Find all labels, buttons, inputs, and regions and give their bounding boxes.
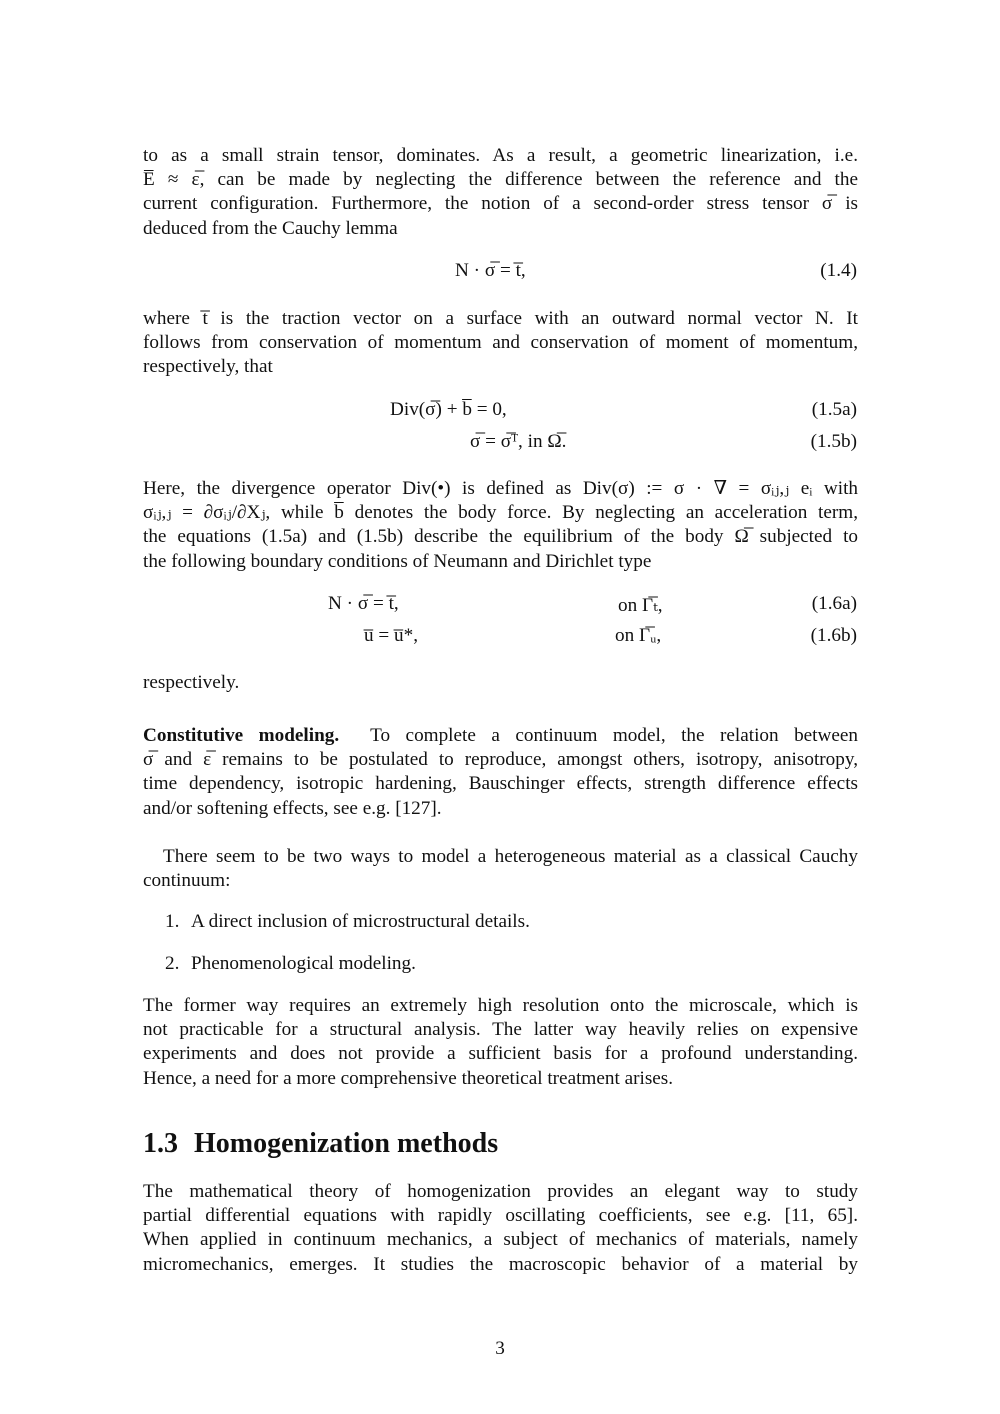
list-label: 1. xyxy=(165,911,180,932)
text-line: The mathematical theory of homogenization provides an elegant way to study xyxy=(143,1181,858,1202)
list-text: Phenomenological modeling. xyxy=(191,953,416,974)
text-line: σ̅ and ε̅ remains to be postulated to reproduce, amongst others, isotropy, anisotropy, xyxy=(143,749,858,771)
text-line: micromechanics, emerges. It studies the macroscopic behavior of a material by xyxy=(143,1253,858,1275)
text-line xyxy=(143,724,858,748)
text-line: There seem to be two ways to model a heterogeneous material as a classical Cauchy xyxy=(163,846,858,867)
section-heading xyxy=(143,1128,498,1160)
paragraph-former-way xyxy=(143,994,858,1091)
paragraph-small-strain xyxy=(143,144,858,241)
section-title: Homogenization methods xyxy=(194,1128,499,1159)
text-line: experiments and does not provide a sufficient basis for a profound understanding. xyxy=(143,1043,858,1065)
paragraph-traction xyxy=(143,307,858,380)
page-number: 3 xyxy=(495,1338,505,1359)
text-line: σᵢⱼ,ⱼ = ∂σᵢⱼ/∂Xⱼ, while b̅ denotes the body force. By neglecting an acceleration term, xyxy=(143,502,858,524)
list-label: 2. xyxy=(165,953,180,974)
text-line: continuum: xyxy=(143,870,231,892)
equation-1-4: N · σ̅ = t̅, xyxy=(455,260,526,281)
section-number: 1.3 xyxy=(143,1128,178,1159)
text-line: where t̅ is the traction vector on a surface with an outward normal vector N. It xyxy=(143,308,858,329)
paragraph-constitutive-modeling xyxy=(143,724,858,821)
text-line: Here, the divergence operator Div(•) is defined as Div(σ) := σ · ∇ = σᵢⱼ,ⱼ eᵢ with xyxy=(143,478,858,499)
text-line: The former way requires an extremely high resolution onto the microscale, which is xyxy=(143,995,858,1016)
paragraph-heading: Constitutive modeling. xyxy=(143,725,340,746)
text-fragment: To complete a continuum model, the relation between xyxy=(370,725,858,746)
text-line: not practicable for a structural analysis. The latter way heavily relies on expensive xyxy=(143,1019,858,1041)
text-line: current configuration. Furthermore, the notion of a second-order stress tensor σ̅ is xyxy=(143,193,858,215)
text-line: the following boundary conditions of Neumann and Dirichlet type xyxy=(143,550,652,572)
text-line: Hence, a need for a more comprehensive theoretical treatment arises. xyxy=(143,1067,674,1089)
paragraph-divergence xyxy=(143,477,858,574)
equation-1-6a-condition: on Γ̅ₜ, xyxy=(618,595,663,616)
text-line: the equations (1.5a) and (1.5b) describe the equilibrium of the body Ω̅ subjected to xyxy=(143,526,858,548)
equation-number: (1.6b) xyxy=(810,625,857,646)
equation-number: (1.5b) xyxy=(810,431,857,452)
equation-1-5b: σ̅ = σ̅ᵀ, in Ω̅. xyxy=(470,431,567,452)
text-line: When applied in continuum mechanics, a subject of mechanics of materials, namely xyxy=(143,1229,858,1251)
equation-1-6b-condition: on Γ̅ᵤ, xyxy=(615,625,662,646)
text-line: respectively, that xyxy=(143,356,273,378)
equation-number: (1.5a) xyxy=(811,399,857,420)
text-line: E̅ ≈ ε̅, can be made by neglecting the difference between the reference and the xyxy=(143,169,858,191)
equation-1-6a: N · σ̅ = t̅, xyxy=(328,593,399,614)
equation-1-5a: Div(σ̅) + b̅ = 0, xyxy=(390,399,507,420)
text-line: respectively. xyxy=(143,672,240,693)
text-line: time dependency, isotropic hardening, Bauschinger effects, strength difference effects xyxy=(143,773,858,795)
paragraph-respectively xyxy=(143,671,858,695)
text-line: partial differential equations with rapidly oscillating coefficients, see e.g. [11, 65]. xyxy=(143,1205,858,1227)
list-item xyxy=(165,911,530,933)
equation-number: (1.6a) xyxy=(811,593,857,614)
equation-number: (1.4) xyxy=(820,260,857,281)
text-line: and/or softening effects, see e.g. [127]. xyxy=(143,797,442,819)
list-text: A direct inclusion of microstructural details. xyxy=(191,911,530,932)
paragraph-two-ways xyxy=(143,845,858,893)
equation-1-6b: u̅ = u̅*, xyxy=(364,625,418,646)
list-item xyxy=(165,953,416,975)
text-line: to as a small strain tensor, dominates. As a result, a geometric linearization, i.e. xyxy=(143,145,858,166)
text-line: deduced from the Cauchy lemma xyxy=(143,217,398,239)
text-line: follows from conservation of momentum and conservation of moment of momentum, xyxy=(143,332,858,354)
paragraph-homogenization xyxy=(143,1180,858,1277)
